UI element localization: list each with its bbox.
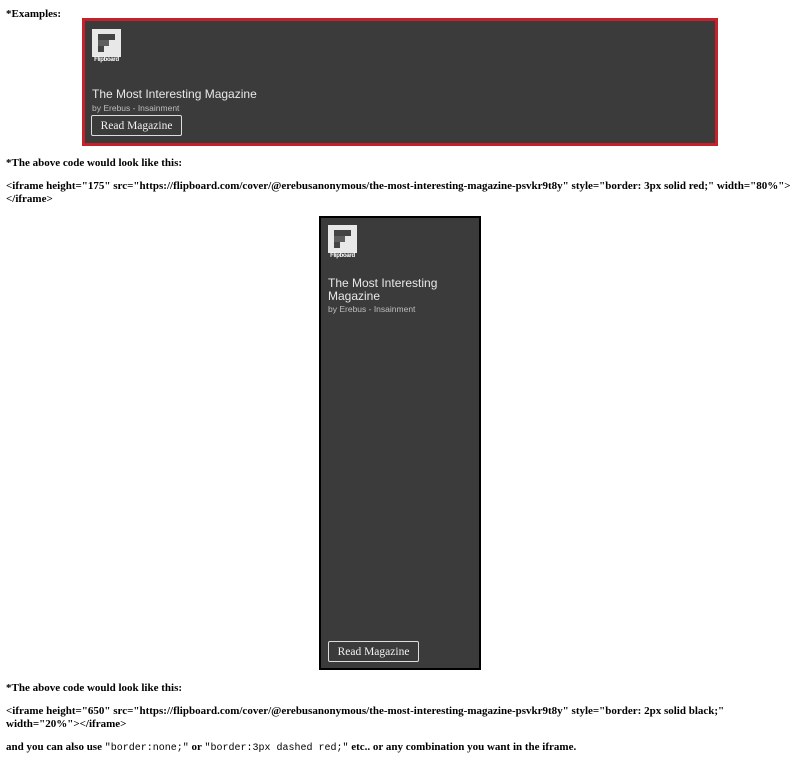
read-magazine-button[interactable]: Read Magazine <box>91 115 182 136</box>
flipboard-icon <box>328 225 357 253</box>
magazine-title[interactable]: The Most Interesting Magazine <box>92 87 257 101</box>
footer-suffix: etc.. or any combination you want in the iframe. <box>348 741 577 753</box>
flipboard-logo <box>92 29 121 65</box>
footer-prefix: and you can also use <box>6 741 105 753</box>
magazine-title[interactable]: The Most Interesting Magazine <box>328 276 438 303</box>
code-snippet-border-none: "border:none;" <box>104 743 189 754</box>
magazine-author[interactable]: by Erebus - Insainment <box>328 304 416 314</box>
code-sample-2: <iframe height="650" src="https://flipboard.com/cover/@erebusanonymous/the-most-interesting-magazine-psvkr9t8y" style="border: 2px solid black;" width="20%"></iframe> <box>6 705 725 730</box>
code-sample-1: <iframe height="175" src="https://flipboard.com/cover/@erebusanonymous/the-most-interesting-magazine-psvkr9t8y" style="border: 3px solid red;" width="80%"></iframe> <box>6 180 791 205</box>
footer-note <box>6 741 576 755</box>
caption-2: *The above code would look like this: <box>6 682 183 694</box>
footer-middle: or <box>188 741 205 753</box>
magazine-author[interactable]: by Erebus - Insainment <box>92 103 180 113</box>
flipboard-logo <box>328 225 357 261</box>
code-snippet-border-dashed: "border:3px dashed red;" <box>204 743 349 754</box>
magazine-embed-tall <box>319 216 481 670</box>
magazine-embed-wide <box>82 18 718 146</box>
flipboard-wordmark: Flipboard <box>330 253 355 259</box>
examples-heading: *Examples: <box>6 8 61 20</box>
caption-1: *The above code would look like this: <box>6 157 183 169</box>
flipboard-wordmark: Flipboard <box>94 57 119 63</box>
flipboard-icon <box>92 29 121 57</box>
read-magazine-button[interactable]: Read Magazine <box>328 641 419 662</box>
